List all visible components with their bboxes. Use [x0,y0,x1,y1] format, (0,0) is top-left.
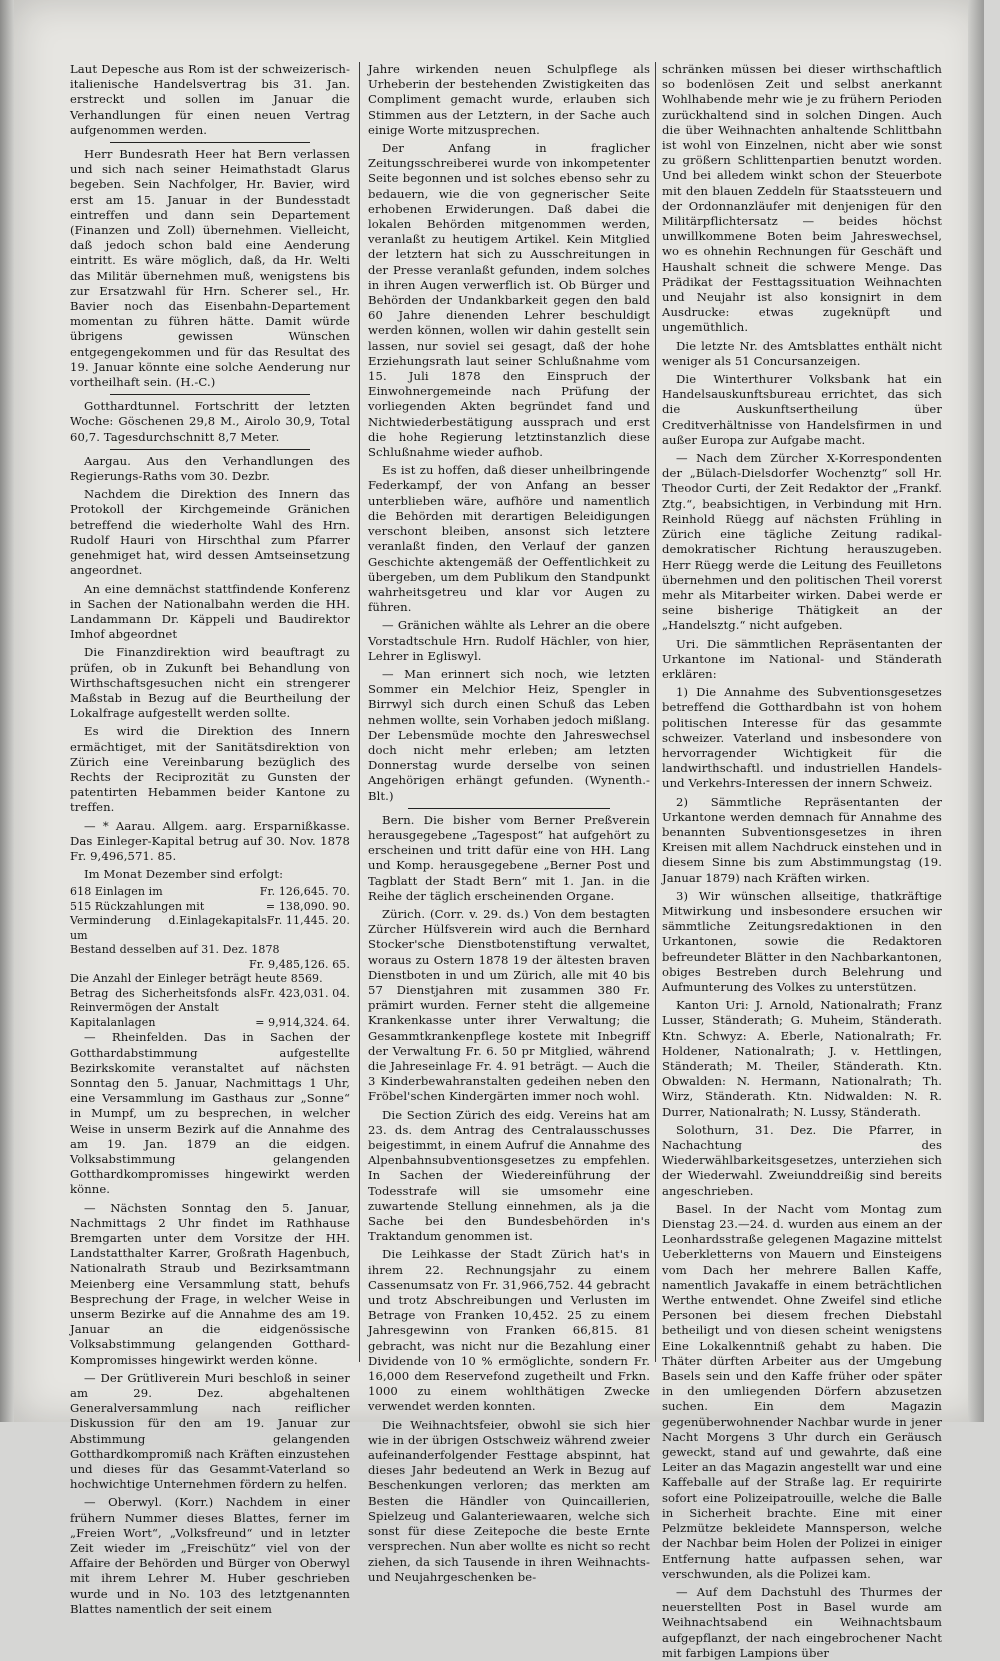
article-basel-diebstahl: Basel. In der Nacht vom Montag zum Dienstag 23.—24. d. wurden aus einem an der Leonhardsstraße gelegenen Magazine mittelst Ueberkletterns von Mauern und Einsteigens vom Dach her mehrere Ballen Kaffe, namentlich Javakaffe in einem beträchtlichen Werthe entwendet. Ohne Zweifel sind etliche Personen bei diesem frechen Diebstahl betheiligt und von diesen scheint wenigstens Eine Lokalkenntniß gehabt zu haben. Die Thäter dürften Arbeiter aus der Umgebung Basels sein und den Kaffe früher oder später in den umliegenden Dörfern abzusetzen suchen. Ein dem Magazin gegenüberwohnender Nachbar wurde in jener Nacht Morgens 3 Uhr durch ein Geräusch geweckt, stand auf und gewahrte, daß eine Leiter an das Magazin angestellt war und eine Kaffeballe auf der Straße lag. Er requirirte sofort eine Polizeipatrouille, welche die Balle in Sicherheit brachte. Eine mit einer Pelzmütze bekleidete Mannsperson, welche der Nachbar beim Holen der Polizei in einiger Entfernung hatte aufpassen sehen, war verschwunden, als die Polizei kam. [662,1201,942,1581]
article-uri-point-2: 2) Sämmtliche Repräsentanten der Urkantone werden demnach für Annahme des benannten Subventionsgesetzes in ihren Kreisen mit allem Nachdruck einstehen und in diesem Sinne bis zum Abstimmungstag (19. Januar 1879) nach Kräften wirken. [662,794,942,885]
column-2 [368,62,650,1584]
article-amtsblatt: Die letzte Nr. des Amtsblattes enthält nicht weniger als 51 Concursanzeigen. [662,338,942,368]
article-zuerich-leihkasse: Die Leihkasse der Stadt Zürich hat's in ihrem 22. Rechnungsjahr zu einem Cassenumsatz von Fr. 31,966,752. 44 gebracht und trotz Abschreibungen und Verlusten im Betrage von Franken 10,452. 25 zu einem Jahresgewinn von Franken 66,815. 81 gebracht, was nicht nur die Bezahlung einer Dividende von 10 % ermöglichte, sondern Fr. 16,000 dem Reservefond zugetheilt und Frkn. 1000 zu einem wohlthätigen Zwecke verwendet werden konnten. [368,1247,650,1414]
article-weihnachtsfeier: Die Weihnachtsfeier, obwohl sie sich hier wie in der übrigen Ostschweiz während zweier aufeinanderfolgender Festtage abspinnt, hat dieses Jahr bedeutend an Werk in Bezug auf Beschenkungen verloren; das merkten am Besten die Händler von Quincaillerien, Spielzeug und Galanteriewaaren, welche sich sonst für diese Zeitepoche die beste Ernte versprechen. Nun aber wollte es nicht so recht ziehen, da sich Tausende in ihren Weihnachts- und Neujahrgeschenken be- [368,1417,650,1584]
article-handelsvertrag: Laut Depesche aus Rom ist der schweizerisch-italienische Handelsvertrag bis 31. Jan. erstreckt und sollen im Januar die Verhandlungen für einen neuen Vertrag aufgenommen werden. [70,62,350,137]
column-3 [662,62,942,1660]
article-basel-weihnachtsbaum: — Auf dem Dachstuhl des Thurmes der neuerstellten Post in Basel wurde am Weihnachtsabend ein Weihnachtsbaum aufgepflanzt, der nach eingebrochener Nacht mit farbigen Lampions über [662,1584,942,1660]
article-aargau-pfarrer: Nachdem die Direktion des Innern das Protokoll der Kirchgemeinde Gränichen betreffend die wiederholte Wahl des Hrn. Rudolf Hauri von Hirschthal zum Pfarrer genehmiget hat, wird dessen Amtseinsetzung angeordnet. [70,487,350,578]
separator [110,142,310,143]
article-oberwyl: — Oberwyl. (Korr.) Nachdem in einer frühern Nummer dieses Blattes, ferner im „Freien Wort“, „Volksfreund“ und in letzter Zeit wieder im „Freischütz“ viel von der Affaire der Behörden und Bürger von Oberwyl mit ihrem Lehrer M. Huber geschrieben wurde und in No. 103 des letztgenannten Blattes namentlich der seit einem [70,1495,350,1616]
separator [408,808,610,809]
table-row: Fr. 9,485,126. 65. [249,957,350,971]
column-rule-1 [359,62,360,1362]
article-bundesrath-heer: Herr Bundesrath Heer hat Bern verlassen und sich nach seiner Heimathstadt Glarus begeben. Sein Nachfolger, Hr. Bavier, wird erst am 15. Januar in der Bundesstadt eintreffen und dann sein Departement (Finanzen und Zoll) übernehmen. Vielleicht, daß jedoch schon bald eine Aenderung eintritt. Es wäre möglich, daß, da Hr. Welti das Militär übernehmen muß, wenigstens bis zur Ersatzwahl für Hrn. Scherer sel., Hr. Bavier noch das Eisenbahn-Departement momentan zu führen hätte. Damit würde übrigens gewissen Wünschen entgegengekommen und für das Resultat des 19. Januar könnte eine solche Aenderung nur vortheilhaft sein. (H.-C.) [70,147,350,390]
scan-edge-right [968,0,984,1422]
article-solothurn: Solothurn, 31. Dez. Die Pfarrer, in Nachachtung des Wiederwählbarkeitsgesetzes, unterziehen sich der Wiederwahl. Zweiunddreißig sind bereits angeschrieben. [662,1122,942,1198]
table-row: Bestand desselben auf 31. Dez. 1878 [70,943,280,957]
article-uri-signatories: Kanton Uri: J. Arnold, Nationalrath; Franz Lusser, Ständerath; G. Muheim, Ständerath. Ktn. Schwyz: A. Eberle, Nationalrath; Fr. Holdener, Nationalrath; J. v. Hettlingen, Ständerath; M. Theiler, Ständerath. Ktn. Obwalden: N. Hermann, Nationalrath; Th. Wirz, Ständerath. Ktn. Nidwalden: N. R. Durrer, Nationalrath; N. Lussy, Ständerath. [662,998,942,1119]
article-rheinfelden: — Rheinfelden. Das in Sachen der Gotthardabstimmung aufgestellte Bezirkskomite veranstaltet auf nächsten Sonntag den 5. Januar, Nachmittags 1 Uhr, eine Versammlung im Gasthaus zur „Sonne“ in Mumpf, um zu besprechen, in welcher Weise in unserm Bezirk auf die Annahme des am 19. Jan. 1879 an die eidgen. Volksabstimmung gelangenden Gotthardkompromisses hingewirkt werden könne. [70,1030,350,1197]
article-federkampf: Es ist zu hoffen, daß dieser unheilbringende Federkampf, der von Anfang an besser unterblieben wäre, aufhöre und namentlich die Behörden mit derartigen Beleidigungen verschont bleiben, ansonst sich letztere veranlaßt finden, den Verlauf der ganzen Geschichte aktengemäß der Oeffentlichkeit zu übergeben, um dem Publikum den Standpunkt wahrheitsgetreu und klar vor Augen zu führen. [368,463,650,615]
ersparniskasse-table [70,885,350,1030]
article-aargau-finanz: Die Finanzdirektion wird beauftragt zu prüfen, ob in Zukunft bei Behandlung von Wirthschaftsgesuchen nicht ein strengerer Maßstab in Bezug auf die Beurtheilung der Lokalfrage aufgestellt werden sollte. [70,645,350,721]
ersparniskasse-subheading: Im Monat Dezember sind erfolgt: [84,867,284,882]
article-birrwyl: — Man erinnert sich noch, wie letzten Sommer ein Melchior Heiz, Spengler in Birrwyl sich durch einen Schuß das Leben nehmen wollte, sein Vorhaben jedoch mißlang. Der Lebensmüde mochte den Jahreswechsel doch nicht mehr erleben; am letzten Donnerstag wurde derselbe von seinen Angehörigen erhängt gefunden. (Wynenth.-Blt.) [368,666,650,803]
article-gotthardtunnel: Gotthardtunnel. Fortschritt der letzten Woche: Göschenen 29,8 M., Airolo 30,9, Total 60,7. Tagesdurchschnitt 8,7 Meter. [70,399,350,444]
table-row: Verminderung d.Einlagekapitals um Fr. 11,445. 20. [70,914,350,942]
table-row: Die Anzahl der Einleger beträgt heute 8569. [70,972,323,986]
separator [110,449,310,450]
article-graenichen-lehrer: — Gränichen wählte als Lehrer an die obere Vorstadtschule Hrn. Rudolf Hächler, von hier, Lehrer in Egliswyl. [368,618,650,663]
column-1 [70,62,350,1616]
article-ersparniskasse: — * Aarau. Allgem. aarg. Ersparnißkasse. Das Einleger-Kapital betrug auf 30. Nov. 1878 Fr. 9,496,571. 85. [70,818,350,863]
table-row: Kapitalanlagen = 9,914,324. 64. [70,1015,350,1029]
article-zeitungsschreiberei: Der Anfang in fraglicher Zeitungsschreiberei wurde von inkompetenter Seite begonnen und ist solches ebenso sehr zu bedauern, wie die von gegnerischer Seite erhobenen Erwiderungen. Daß dabei die lokalen Behörden mitgenommen werden, veranlaßt zu heutigem Artikel. Kein Mitglied der letztern hat sich zu Ausschreitungen in der Presse veranlaßt gefunden, indem solches in ihren Augen verwerflich ist. Ob Bürger und Behörden der Undankbarkeit gegen den bald 60 Jahre dienenden Lehrer beschuldigt werden können, wollen wir dahin gestellt sein lassen, nur soviel sei gesagt, daß der hohe Erziehungsrath laut seiner Schlußnahme vom 15. Juli 1878 den Einspruch der Einwohnergemeinde nach Prüfung der vorliegenden Akten begründet fand und Nichtwiederbestätigung aussprach und erst die hohe Regierung letztinstanzlich diese Schlußnahme wieder aufhob. [368,141,650,460]
table-row: 515 Rückzahlungen mit = 138,090. 90. [70,899,350,913]
article-uri-point-1: 1) Die Annahme des Subventionsgesetzes betreffend die Gotthardbahn ist von hohem politischen Interesse für das gesammte schweizer. Vaterland und insbesondere von hervorragender Wichtigkeit für die landwirthschaftl. und industriellen Handels- und Verkehrs-Interessen der innern Schweiz. [662,685,942,791]
article-volksbank: Die Winterthurer Volksbank hat ein Handelsauskunftsbureau errichtet, das sich die Auskunftsertheilung über Creditverhältnisse von Handelsfirmen in und außer Europa zur Aufgabe macht. [662,372,942,447]
article-weihnachten-cont: schränken müssen bei dieser wirthschaftlich so bodenlösen Zeit und selbst anerkannt Wohlhabende mehr wie je zu frühern Perioden zurückhaltend sind in solchen Dingen. Auch die über Weihnachten anhaltende Schlittbahn ist wohl von Einzelnen, nicht aber wie sonst zu größern Schlittenpartien benutzt worden. Und bei alledem winkt schon der Steuerbote mit den blauen Zeddeln für Staatssteuern und der Ordonnanzläufer mit denjenigen für den Militärpflichtersatz — beides höchst unwillkommene Boten beim Jahreswechsel, wo es ohnehin Rechnungen für Geschäft und Haushalt schneit die schwere Menge. Das Prädikat der Festtagssituation Weihnachten und Neujahr ist also konsignirt in dem Ausdrucke: etwas zugeknüpft und ungemüthlich. [662,62,942,335]
article-gruetliverein-muri: — Der Grütliverein Muri beschloß in seiner am 29. Dez. abgehaltenen Generalversammlung nach reiflicher Diskussion für den am 19. Januar zur Abstimmung gelangenden Gotthardkompromiß nach Kräften einzustehen und dieses für das Gesammt-Vaterland so hochwichtige Unternehmen fördern zu helfen. [70,1370,350,1492]
article-uri-heading: Uri. Die sämmtlichen Repräsentanten der Urkantone im National- und Ständerath erklären: [662,636,942,681]
table-row: 618 Einlagen im Fr. 126,645. 70. [70,885,350,899]
article-aargau-heading: Aargau. Aus den Verhandlungen des Regierungs-Raths vom 30. Dezbr. [70,453,350,484]
article-uri-point-3: 3) Wir wünschen allseitige, thatkräftige Mitwirkung und insbesondere ersuchen wir sämmtliche Zeitungsredaktionen in den Urkantonen, sowie die Redaktoren befreundeter Blätter in den Nachbarkantonen, obiges Bestreben durch Belehrung und Aufmunterung des Volkes zu unterstützen. [662,888,942,994]
article-schulpflege: Jahre wirkenden neuen Schulpflege als Urheberin der bestehenden Zwistigkeiten das Compliment gemacht wurde, erlauben sich Stimmen aus der Letztern, in der Sache auch einige Worte mitzusprechen. [368,62,650,137]
table-row: Betrag des Sicherheitsfonds als Reinvermögen der Anstalt Fr. 423,031. 04. [70,986,350,1015]
article-zuerich-huelfsverein: Zürich. (Corr. v. 29. ds.) Von dem bestagten Zürcher Hülfsverein wird auch die Bernhard Stocker'sche Dienstbotenstiftung verwaltet, woraus zu Ostern 1878 19 der ältesten braven Dienstboten in und um Zürich, alle mit 40 bis 57 Dienstjahren mit zusammen 380 Fr. prämirt wurden. Ferner steht die allgemeine Krankenkasse unter ihrer Verwaltung; die Gesammtkrankenpflege kostete mit Inbegriff der Verwaltung Fr. 6. 50 pr Mitglied, während die Jahreseinlage Fr. 4. 91 beträgt. — Auch die 3 Kinderbewahranstalten gedeihen neben den Fröbel'schen Kindergärten immer noch wohl. [368,906,650,1104]
article-bern-tagespost: Bern. Die bisher vom Berner Preßverein herausgegebene „Tagespost“ hat aufgehört zu erscheinen und tritt dafür eine von HH. Lang und Komp. herausgegebene „Berner Post und Tagblatt der Stadt Bern“ mit 1. Jan. in die Reihe der täglich erscheinenden Organe. [368,812,650,903]
article-aargau-hebammen: Es wird die Direktion des Innern ermächtiget, mit der Sanitätsdirektion von Zürich eine Vereinbarung bezüglich des Rechts der Reciprozität zu Gunsten der patentirten Hebammen beider Kantone zu treffen. [70,724,350,815]
scan-edge-left [0,0,14,1422]
article-curti: — Nach dem Zürcher X-Korrespondenten der „Bülach-Dielsdorfer Wochenztg“ soll Hr. Theodor Curti, der Zeit Redaktor der „Frankf. Ztg.“, beabsichtigen, in Verbindung mit Hrn. Reinhold Rüegg auf nächsten Frühling in Zürich eine tägliche Zeitung radikal-demokratischer Richtung herauszugeben. Herr Rüegg werde die Leitung des Feuilletons übernehmen und den politischen Theil vorerst mehr als Mitarbeiter wirken. Dabei werde er seine bisherige Thätigkeit an der „Handelsztg.“ nicht aufgeben. [662,451,942,633]
article-bremgarten: — Nächsten Sonntag den 5. Januar, Nachmittags 2 Uhr findet im Rathhause Bremgarten unter dem Vorsitze der HH. Landstatthalter Karrer, Großrath Hagenbuch, Nationalrath Straub und Bezirksamtmann Meienberg eine Versammlung statt, behufs Besprechung der Frage, in welcher Weise in unserm Bezirke auf die Annahme des am 19. Januar an die eidgenössische Volksabstimmung gelangenden Gotthard-Kompromisses hingewirkt werden könne. [70,1200,350,1367]
separator [110,394,310,395]
article-aargau-nationalbahn: An eine demnächst stattfindende Konferenz in Sachen der Nationalbahn werden die HH. Landammann Dr. Käppeli und Baudirektor Imhof abgeordnet [70,581,350,642]
column-rule-2 [655,62,656,1362]
article-zuerich-section: Die Section Zürich des eidg. Vereins hat am 23. ds. dem Antrag des Centralausschusses beigestimmt, in einem Aufruf die Annahme des Alpenbahnsubventionsgesetzes zu empfehlen. In Sachen der Wiedereinführung der Todesstrafe will sie umsomehr eine zuwartende Stellung einnehmen, als ja die Sache bei den Bundesbehörden in's Traktandum genommen ist. [368,1107,650,1244]
